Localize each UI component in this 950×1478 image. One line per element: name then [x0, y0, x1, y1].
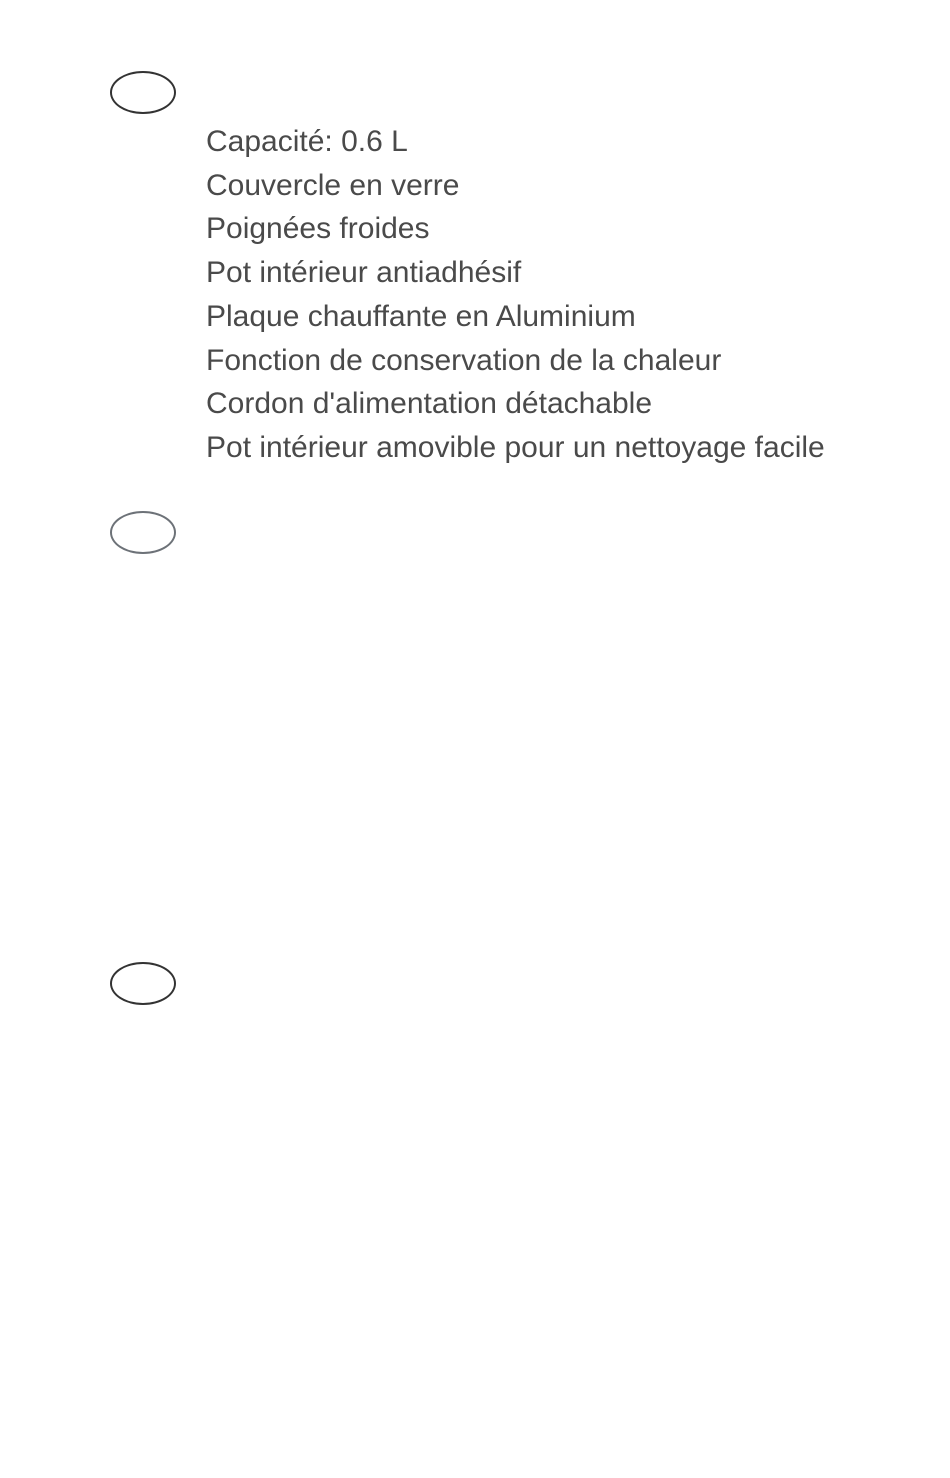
feature-item-capacity: Capacité: 0.6 L [206, 125, 408, 158]
feature-item-cool-handles: Poignées froides [206, 212, 430, 246]
feature-item-aluminium-plate: Plaque chauffante en Aluminium [206, 299, 636, 333]
feature-list [206, 120, 825, 470]
oval-marker-1 [110, 71, 176, 114]
feature-item-nonstick-pot: Pot intérieur antiadhésif [206, 256, 522, 290]
oval-marker-2 [110, 511, 176, 554]
feature-item-removable-pot: Pot intérieur amovible pour un nettoyage facile [206, 430, 825, 464]
feature-item-detachable-cord: Cordon d'alimentation détachable [206, 387, 653, 421]
feature-item-keep-warm: Fonction de conservation de la chaleur [206, 343, 722, 377]
feature-item-glass-lid: Couvercle en verre [206, 168, 460, 202]
oval-marker-3 [110, 962, 176, 1005]
